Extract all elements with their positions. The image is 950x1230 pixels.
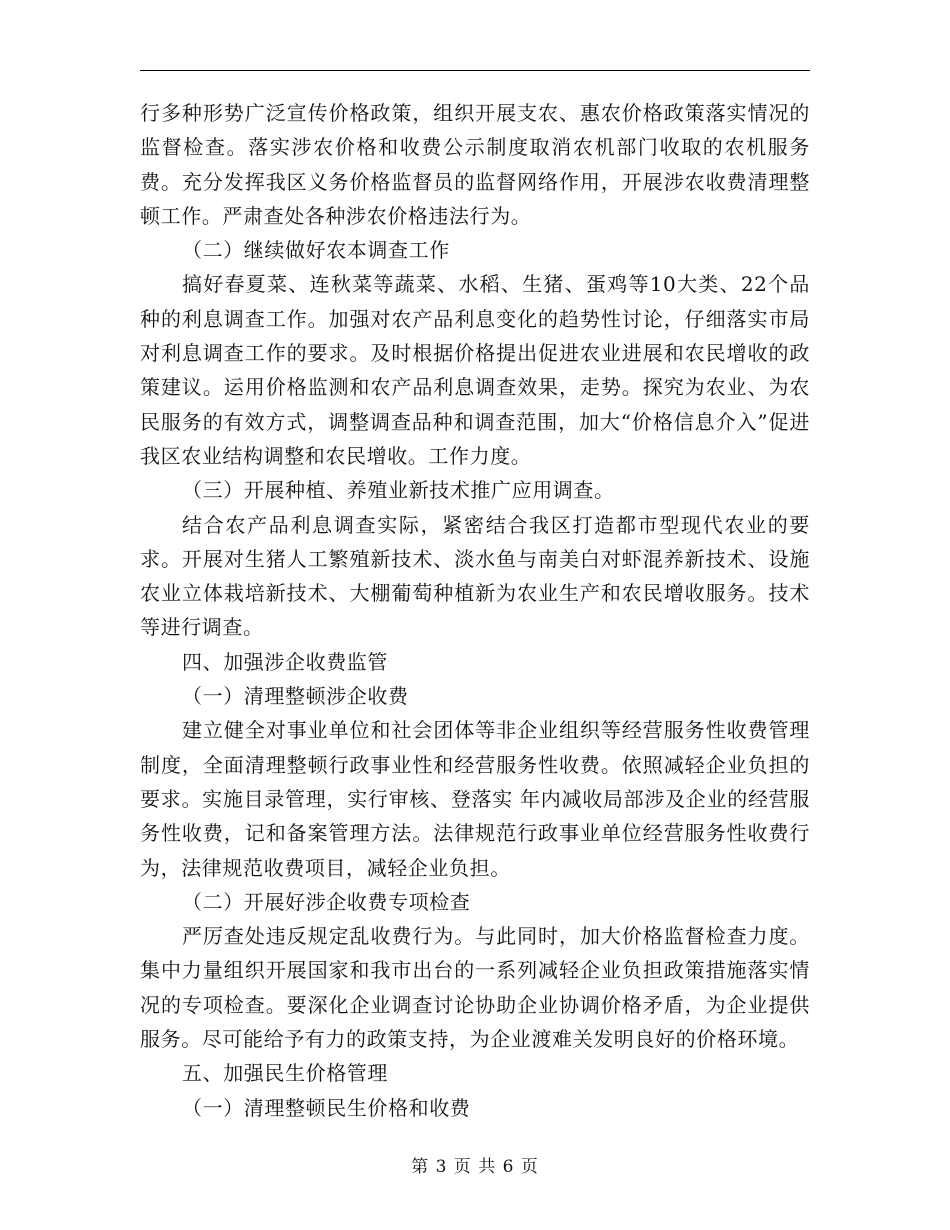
- paragraph: 行多种形势广泛宣传价格政策，组织开展支农、惠农价格政策落实情况的监督检查。落实涉农价格和收费公示制度取消农机部门收取的农机服务费。充分发挥我区义务价格监督员的监督网络作用，开展涉农收费清理整顿工作。严肃查处各种涉农价格违法行为。: [140, 101, 810, 228]
- section-heading: （二）开展好涉企收费专项检查: [182, 889, 471, 914]
- section-heading: 四、加强涉企收费监管: [182, 649, 388, 674]
- body-text: [140, 96, 810, 1125]
- page-number: 第 3 页 共 6 页: [411, 1157, 539, 1177]
- section-heading: （三）开展种植、养殖业新技术推广应用调查。: [182, 478, 615, 503]
- paragraph: 建立健全对事业单位和社会团体等非企业组织等经营服务性收费管理制度，全面清理整顿行政事业性和经营服务性收费。依照减轻企业负担的要求。实施目录管理，实行审核、登落实 年内减收局部涉及企业的经营服务性收费，记和备案管理方法。法律规范行政事业单位经营服务性收费行为，法律规范收费项目，减轻企业负担。: [140, 718, 810, 880]
- paragraph: 搞好春夏菜、连秋菜等蔬菜、水稻、生猪、蛋鸡等10大类、22个品种的利息调查工作。加强对农产品利息变化的趋势性讨论，仔细落实市局对利息调查工作的要求。及时根据价格提出促进农业进展和农民增收的政策建议。运用价格监测和农产品利息调查效果，走势。探究为农业、为农民服务的有效方式，调整调查品种和调查范围，加大“价格信息介入”促进我区农业结构调整和农民增收。工作力度。: [140, 272, 810, 468]
- section-heading: （一）清理整顿涉企收费: [182, 684, 409, 709]
- paragraph: 严厉查处违反规定乱收费行为。与此同时，加大价格监督检查力度。集中力量组织开展国家和我市出台的一系列减轻企业负担政策措施落实情况的专项检查。要深化企业调查讨论协助企业协调价格矛盾，为企业提供服务。尽可能给予有力的政策支持，为企业渡难关发明良好的价格环境。: [140, 924, 810, 1052]
- header-rule: [140, 70, 810, 71]
- paragraph: 结合农产品利息调查实际，紧密结合我区打造都市型现代农业的要求。开展对生猪人工繁殖新技术、淡水鱼与南美白对虾混养新技术、设施农业立体栽培新技术、大棚葡萄种植新为农业生产和农民增收服务。技术等进行调查。: [140, 512, 810, 640]
- section-heading: 五、加强民生价格管理: [182, 1061, 388, 1086]
- section-heading: （二）继续做好农本调查工作: [182, 238, 450, 263]
- section-heading: （一）清理整顿民生价格和收费: [182, 1095, 471, 1120]
